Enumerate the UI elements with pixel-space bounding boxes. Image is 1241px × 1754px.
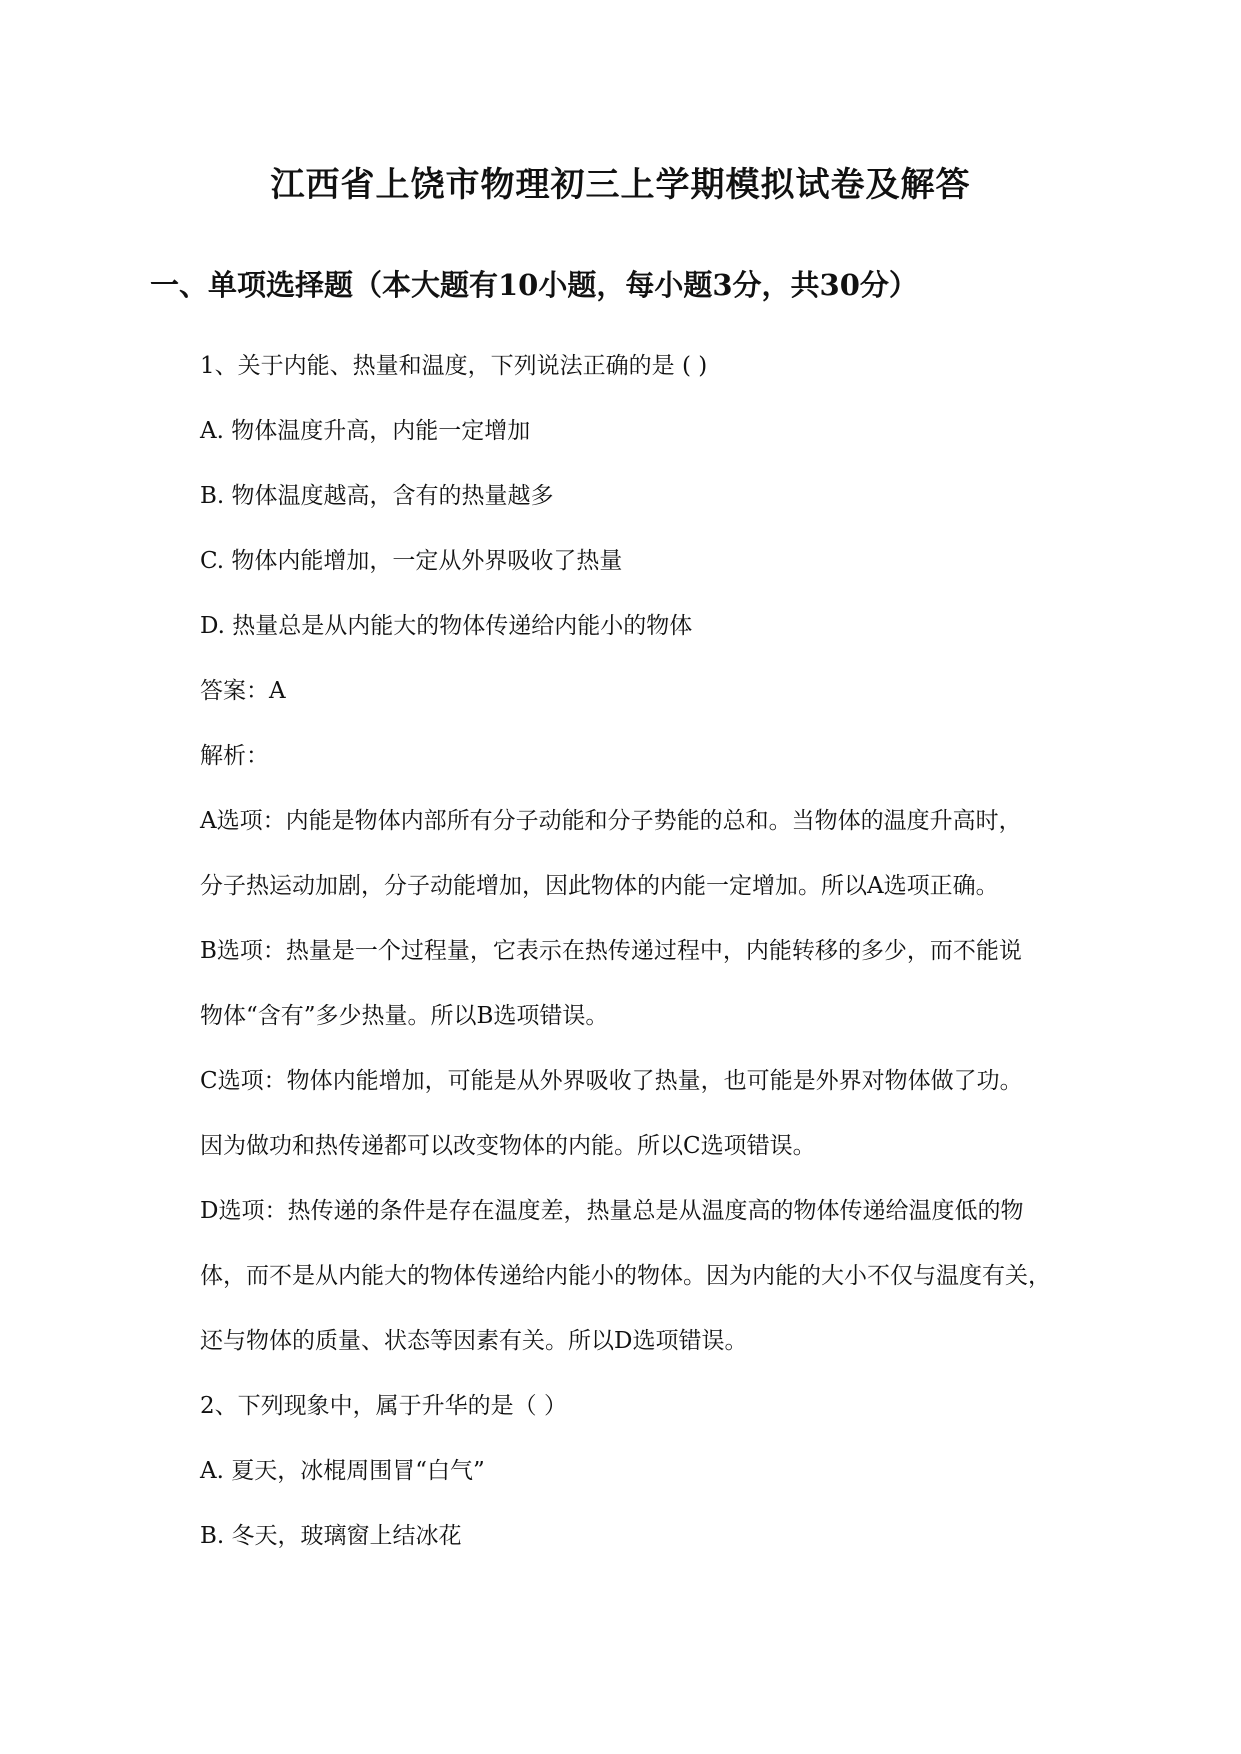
- question-1-option-b: B. 物体温度越高，含有的热量越多: [200, 483, 554, 509]
- section-heading: 一、单项选择题（本大题有10小题，每小题3分，共30分）: [150, 268, 918, 302]
- document-title: 江西省上饶市物理初三上学期模拟试卷及解答: [270, 165, 971, 205]
- analysis-line: A选项：内能是物体内部所有分子动能和分子势能的总和。当物体的温度升高时，: [200, 808, 1022, 834]
- question-1-answer: 答案：A: [200, 678, 286, 704]
- analysis-line: B选项：热量是一个过程量，它表示在热传递过程中，内能转移的多少，而不能说: [200, 938, 1022, 964]
- question-1-analysis-label: 解析：: [200, 743, 269, 769]
- question-2-option-a: A. 夏天，冰棍周围冒“白气”: [200, 1458, 485, 1484]
- analysis-line: C选项：物体内能增加，可能是从外界吸收了热量，也可能是外界对物体做了功。: [200, 1068, 1023, 1094]
- analysis-line: 分子热运动加剧，分子动能增加，因此物体的内能一定增加。所以A选项正确。: [200, 873, 999, 899]
- analysis-line: 物体“含有”多少热量。所以B选项错误。: [200, 1003, 609, 1029]
- analysis-line: 因为做功和热传递都可以改变物体的内能。所以C选项错误。: [200, 1133, 816, 1159]
- analysis-line: D选项：热传递的条件是存在温度差，热量总是从温度高的物体传递给温度低的物: [200, 1198, 1024, 1224]
- question-1-stem: 1、关于内能、热量和温度，下列说法正确的是 ( ): [200, 353, 708, 379]
- analysis-line: 体，而不是从内能大的物体传递给内能小的物体。因为内能的大小不仅与温度有关，: [200, 1263, 1051, 1289]
- question-1-option-c: C. 物体内能增加，一定从外界吸收了热量: [200, 548, 623, 574]
- analysis-line: 还与物体的质量、状态等因素有关。所以D选项错误。: [200, 1328, 748, 1354]
- question-2-option-b: B. 冬天，玻璃窗上结冰花: [200, 1523, 462, 1549]
- question-1-option-d: D. 热量总是从内能大的物体传递给内能小的物体: [200, 613, 693, 639]
- question-1-option-a: A. 物体温度升高，内能一定增加: [200, 418, 531, 444]
- question-2-stem: 2、下列现象中，属于升华的是（ ）: [200, 1393, 567, 1419]
